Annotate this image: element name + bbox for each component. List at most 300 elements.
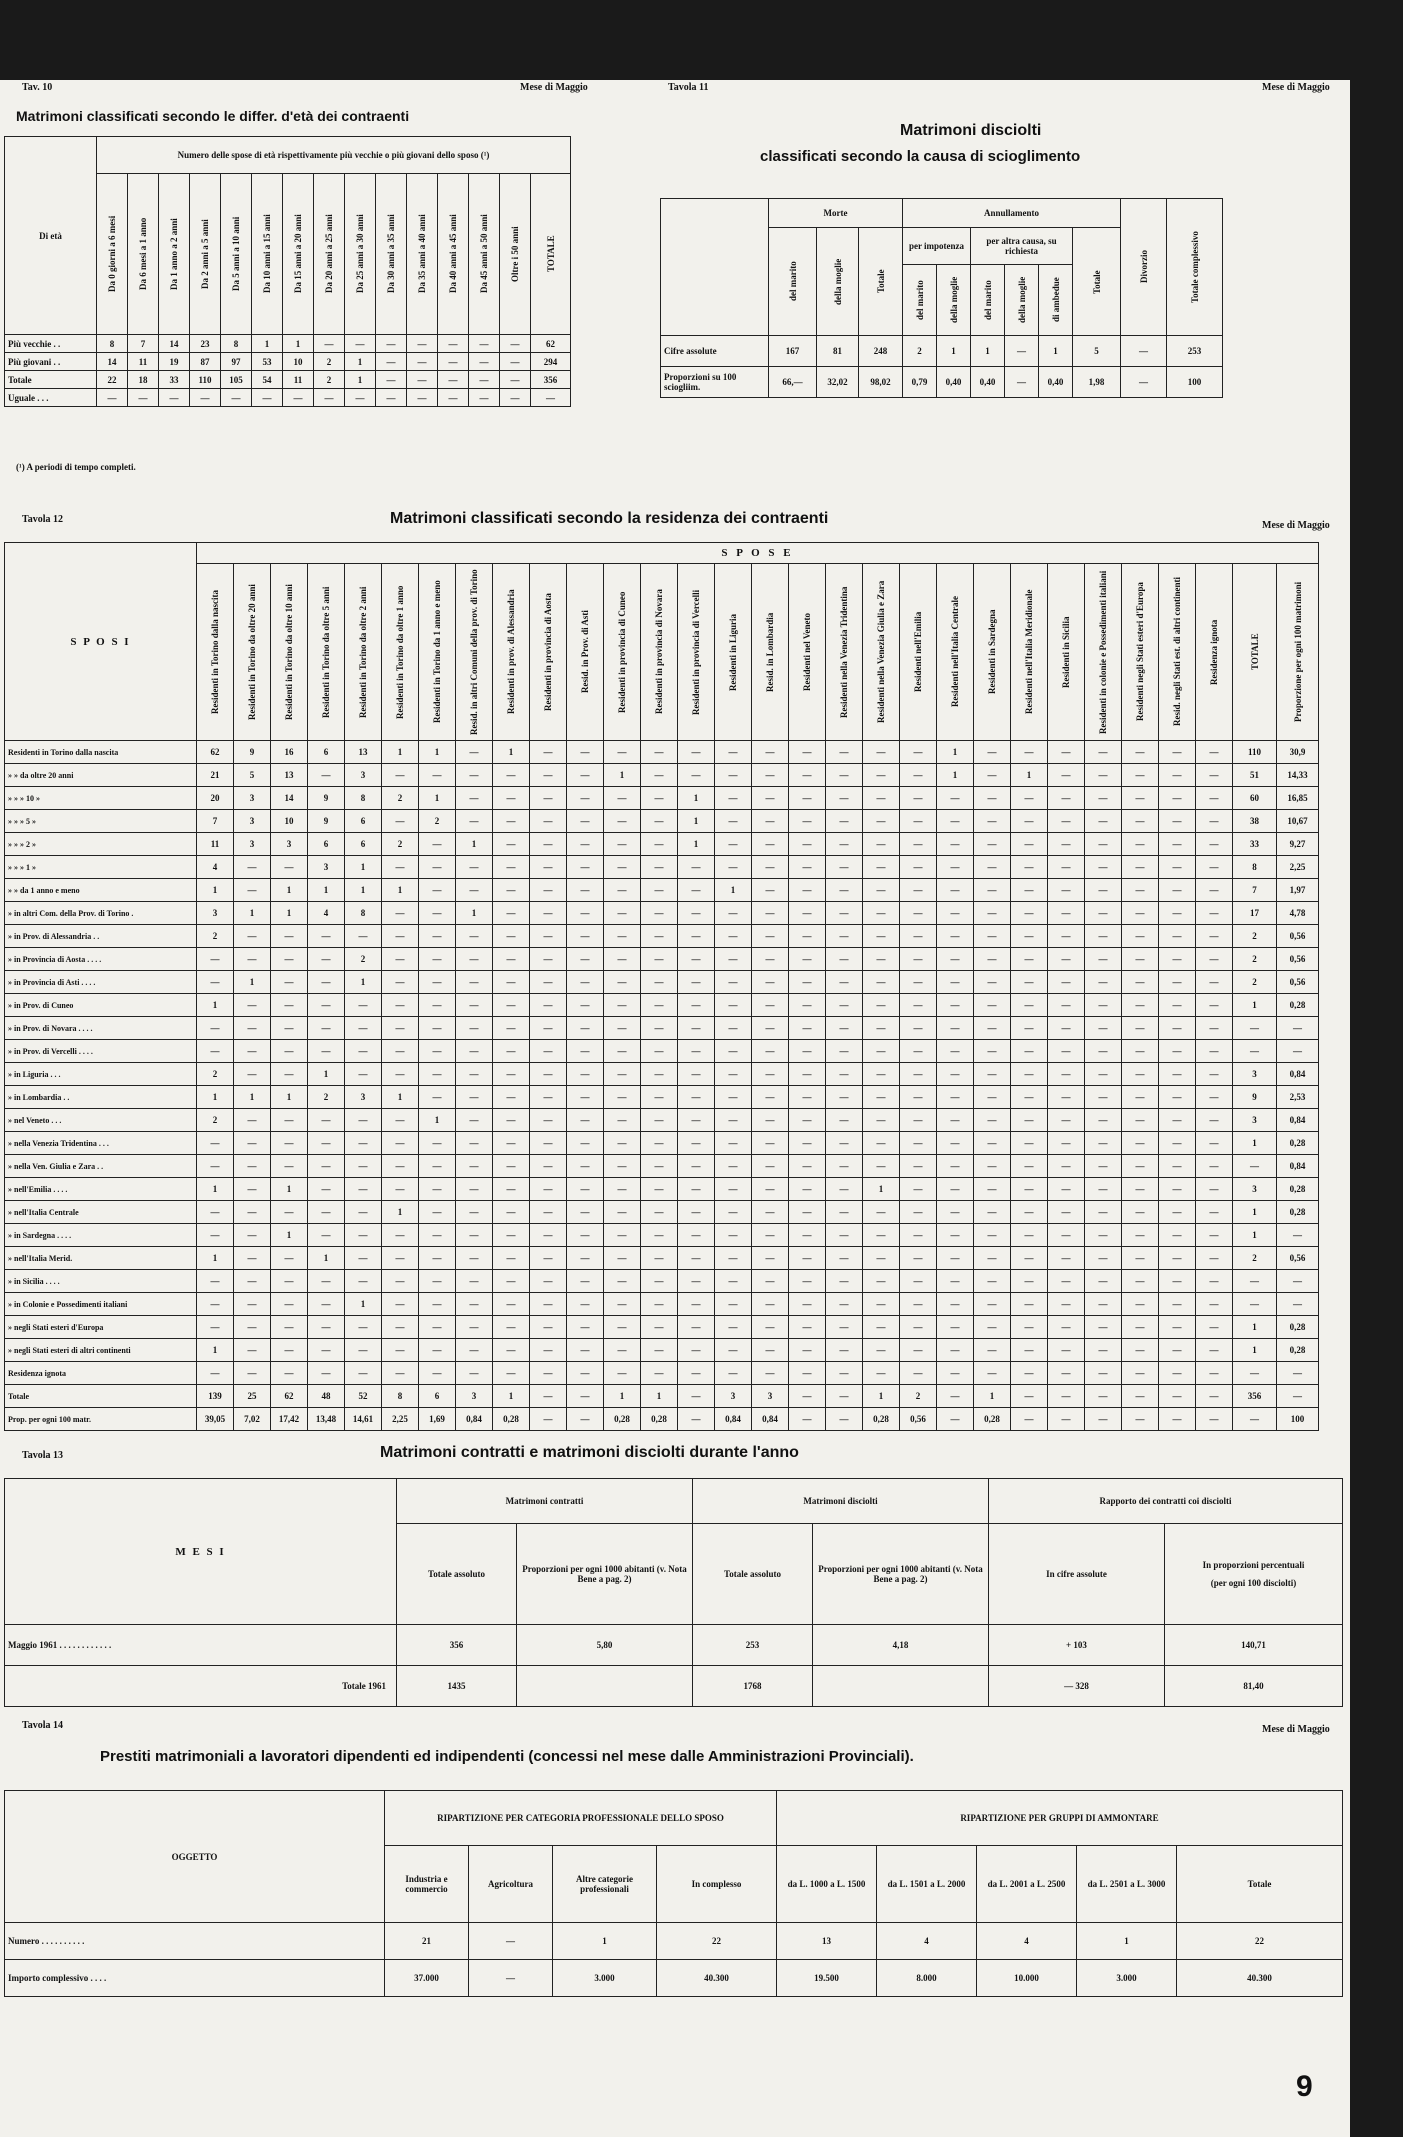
t12-cell: — — [900, 1316, 937, 1339]
t12-col-header-text: Residenti nell'Italia Meridionale — [1024, 589, 1034, 715]
t12-cell: — — [678, 1063, 715, 1086]
t13-disciolti: Matrimoni disciolti — [693, 1479, 989, 1524]
t12-cell: — — [1122, 948, 1159, 971]
t14-cell: 19.500 — [777, 1960, 877, 1997]
t10-cell: — — [500, 335, 531, 353]
t12-cell: — — [1122, 1316, 1159, 1339]
t12-cell: — — [419, 1063, 456, 1086]
t12-cell: — — [1159, 1224, 1196, 1247]
t12-cell: 110 — [1233, 741, 1277, 764]
t12-col-header-text: Residenti in Torino da oltre 20 anni — [247, 584, 257, 720]
t12-cell: — — [1048, 1155, 1085, 1178]
t12-cell: — — [1159, 764, 1196, 787]
t12-cell: 2 — [1233, 971, 1277, 994]
t12-cell: — — [1085, 1270, 1122, 1293]
t11-col-header-text: della moglie — [1016, 276, 1027, 324]
t12-cell: — — [1159, 810, 1196, 833]
t12-cell: — — [1233, 1040, 1277, 1063]
t12-cell: — — [937, 856, 974, 879]
t12-cell: 0,56 — [1277, 948, 1319, 971]
t12-cell: — — [1011, 1063, 1048, 1086]
t12-cell: — — [419, 1362, 456, 1385]
t12-cell: 3 — [234, 810, 271, 833]
t12-row-label: » in Liguria . . . — [5, 1063, 197, 1086]
t12-cell: — — [493, 1247, 530, 1270]
t12-cell: — — [900, 902, 937, 925]
t10-table-wrap — [4, 136, 571, 407]
t14-cell: 1 — [553, 1923, 657, 1960]
t12-cell: — — [1159, 1339, 1196, 1362]
t12-cell: — — [1122, 1385, 1159, 1408]
t12-cell: — — [863, 1293, 900, 1316]
t12-cell: — — [1048, 787, 1085, 810]
t12-cell: — — [1196, 1316, 1233, 1339]
t12-cell: — — [1085, 1362, 1122, 1385]
t12-cell: — — [271, 1339, 308, 1362]
t12-cell: — — [197, 1362, 234, 1385]
t12-cell: — — [530, 1155, 567, 1178]
t12-cell: — — [382, 1247, 419, 1270]
t10-cell: — — [500, 389, 531, 407]
t11-cell: 32,02 — [817, 367, 859, 398]
t14-table-wrap — [4, 1790, 1343, 1997]
t12-cell: — — [345, 994, 382, 1017]
t12-cell: — — [1085, 971, 1122, 994]
t12-cell: — — [715, 764, 752, 787]
t12-row — [5, 810, 1319, 833]
t12-cell: — — [567, 1063, 604, 1086]
t12-row-label: » in Lombardia . . — [5, 1086, 197, 1109]
t12-cell: — — [1011, 879, 1048, 902]
t12-cell: — — [1085, 1293, 1122, 1316]
t12-cell: — — [863, 764, 900, 787]
t12-cell: — — [1048, 971, 1085, 994]
t12-cell: — — [641, 902, 678, 925]
t12-cell: — — [1159, 1040, 1196, 1063]
t12-cell: 2 — [1233, 925, 1277, 948]
t12-cell: — — [234, 1109, 271, 1132]
t12-cell: — — [1196, 1017, 1233, 1040]
t11-cell: — — [1121, 336, 1167, 367]
t12-cell: — — [715, 1224, 752, 1247]
t13-cell: 5,80 — [517, 1625, 693, 1666]
t12-cell: — — [974, 764, 1011, 787]
t12-cell: — — [900, 1040, 937, 1063]
t10-col-header — [221, 174, 252, 335]
t14-col-header: da L. 2501 a L. 3000 — [1077, 1846, 1177, 1923]
t12-cell: — — [382, 810, 419, 833]
t12-cell: 0,28 — [974, 1408, 1011, 1431]
t12-cell: — — [604, 1109, 641, 1132]
t12-cell: — — [345, 1339, 382, 1362]
t12-cell: — — [456, 1224, 493, 1247]
t12-cell: — — [1159, 1385, 1196, 1408]
t12-cell: — — [937, 1040, 974, 1063]
t12-cell: 0,28 — [1277, 994, 1319, 1017]
t12-cell: — — [530, 994, 567, 1017]
t12-cell: — — [678, 948, 715, 971]
t12-row-label: » nell'Emilia . . . . — [5, 1178, 197, 1201]
t12-cell: — — [715, 741, 752, 764]
t12-cell: — — [530, 810, 567, 833]
t12-cell: — — [456, 1247, 493, 1270]
t12-cell: — — [234, 1293, 271, 1316]
t12-cell: — — [863, 948, 900, 971]
t10-col-header — [159, 174, 190, 335]
t12-cell: — — [530, 1270, 567, 1293]
t13-table — [4, 1478, 1343, 1707]
t12-cell: — — [1159, 1247, 1196, 1270]
t12-cell: 4,78 — [1277, 902, 1319, 925]
t12-cell: 1 — [604, 1385, 641, 1408]
t12-cell: — — [308, 971, 345, 994]
t11-col-header-text: di ambedue — [1050, 277, 1061, 323]
t12-cell: — — [382, 1109, 419, 1132]
t12-cell: 10 — [271, 810, 308, 833]
t12-cell: — — [271, 1362, 308, 1385]
t12-col-header — [604, 564, 641, 741]
t12-cell: — — [1011, 925, 1048, 948]
t12-cell: — — [530, 787, 567, 810]
t11-cell: 0,40 — [1039, 367, 1073, 398]
t12-cell: — — [752, 1316, 789, 1339]
t12-row — [5, 833, 1319, 856]
t12-col-header — [974, 564, 1011, 741]
t12-row-label: » » » 10 » — [5, 787, 197, 810]
t12-cell: — — [493, 1316, 530, 1339]
t12-cell: — — [863, 1316, 900, 1339]
t12-cell: — — [678, 1201, 715, 1224]
t13-tot-ass: Totale assoluto — [397, 1524, 517, 1625]
t12-cell: 0,56 — [1277, 925, 1319, 948]
t12-cell: — — [900, 1293, 937, 1316]
t12-cell: — — [530, 1063, 567, 1086]
t12-cell: — — [1011, 1109, 1048, 1132]
t12-cell: — — [900, 787, 937, 810]
t12-cell: — — [1011, 833, 1048, 856]
t12-cell: — — [1159, 1178, 1196, 1201]
t12-cell: — — [382, 1339, 419, 1362]
t12-cell: — — [752, 810, 789, 833]
t12-cell: 3 — [752, 1385, 789, 1408]
t12-cell: — — [1159, 1362, 1196, 1385]
t11-cell: 2 — [903, 336, 937, 367]
t12-cell: — — [863, 925, 900, 948]
t12-cell: — — [419, 856, 456, 879]
t12-cell: — — [382, 1316, 419, 1339]
t12-cell: 3 — [715, 1385, 752, 1408]
t12-cell: — — [1196, 833, 1233, 856]
t13-per-cento: (per ogni 100 disciolti) — [1210, 1578, 1297, 1588]
t12-cell: — — [789, 1339, 826, 1362]
t12-cell: 1 — [715, 879, 752, 902]
t10-col-header-text: Da 6 mesi a 1 anno — [138, 217, 148, 291]
t12-cell: — — [1011, 902, 1048, 925]
t10-cell: 10 — [283, 353, 314, 371]
t12-cell: — — [752, 1270, 789, 1293]
t12-cell: — — [604, 879, 641, 902]
t12-cell: — — [1196, 948, 1233, 971]
t12-cell: — — [493, 1224, 530, 1247]
t12-row — [5, 1316, 1319, 1339]
t10-cell: — — [438, 335, 469, 353]
t12-cell: — — [826, 971, 863, 994]
t12-cell: — — [826, 925, 863, 948]
t12-cell: — — [863, 994, 900, 1017]
t12-cell: — — [604, 1017, 641, 1040]
t12-cell: — — [1159, 1316, 1196, 1339]
t12-cell: — — [308, 1178, 345, 1201]
t11-annull: Annullamento — [903, 199, 1121, 228]
t12-cell: — — [1085, 879, 1122, 902]
t12-cell: — — [863, 741, 900, 764]
t12-cell: — — [789, 879, 826, 902]
t12-cell: — — [530, 902, 567, 925]
t12-cell: — — [715, 1293, 752, 1316]
t13-contratti: Matrimoni contratti — [397, 1479, 693, 1524]
t12-cell: — — [308, 1017, 345, 1040]
t12-cell: — — [974, 1339, 1011, 1362]
t12-cell: — — [863, 879, 900, 902]
t12-cell: — — [1122, 1362, 1159, 1385]
t12-cell: — — [456, 1132, 493, 1155]
t12-col-header-text: Residenti in Torino dalla nascita — [210, 589, 220, 715]
t12-cell: — — [604, 1063, 641, 1086]
t12-cell: — — [493, 971, 530, 994]
t13-cifre: In cifre assolute — [989, 1524, 1165, 1625]
t12-cell: — — [493, 1362, 530, 1385]
t12-cell: — — [752, 833, 789, 856]
t12-cell: — — [456, 1178, 493, 1201]
t13-prop: Proporzioni per ogni 1000 abitanti (v. Nota Bene a pag. 2) — [517, 1524, 693, 1625]
t10-cell: 294 — [531, 353, 571, 371]
t12-cell: — — [678, 1132, 715, 1155]
t12-col-header — [1085, 564, 1122, 741]
t12-cell: — — [641, 1109, 678, 1132]
t12-cell: — — [1122, 1270, 1159, 1293]
t12-cell: — — [826, 1293, 863, 1316]
t10-cell: 1 — [252, 335, 283, 353]
t12-cell: 1 — [271, 1086, 308, 1109]
t12-cell: 8 — [1233, 856, 1277, 879]
t11-morte: Morte — [769, 199, 903, 228]
t12-row — [5, 971, 1319, 994]
t12-row-label: » in Prov. di Novara . . . . — [5, 1017, 197, 1040]
t12-cell: — — [900, 1086, 937, 1109]
t12-cell: — — [678, 741, 715, 764]
t14-col-header: da L. 1000 a L. 1500 — [777, 1846, 877, 1923]
t12-cell: — — [789, 1362, 826, 1385]
t12-cell: — — [493, 1201, 530, 1224]
t12-cell: — — [937, 971, 974, 994]
t11-altra: per altra causa, su richiesta — [971, 228, 1073, 265]
t12-cell: — — [419, 971, 456, 994]
t12-cell: — — [641, 1178, 678, 1201]
t12-col-header-text: Residenti nell'Italia Centrale — [950, 596, 960, 708]
t12-cell: — — [1011, 1385, 1048, 1408]
t12-cell: — — [678, 1086, 715, 1109]
t12-cell: 14 — [271, 787, 308, 810]
t12-cell: — — [641, 1224, 678, 1247]
t12-cell: — — [493, 1132, 530, 1155]
t12-cell: 6 — [308, 741, 345, 764]
t12-cell: — — [826, 764, 863, 787]
t12-cell: — — [493, 1040, 530, 1063]
t12-cell: — — [863, 1040, 900, 1063]
t12-cell: — — [1122, 1086, 1159, 1109]
t12-cell: 2 — [1233, 1247, 1277, 1270]
t10-cell: 23 — [190, 335, 221, 353]
t12-cell: — — [567, 994, 604, 1017]
t12-col-header-text: Residenti nella Venezia Giulia e Zara — [876, 580, 886, 724]
t12-cell: — — [1085, 1017, 1122, 1040]
t10-cell: — — [159, 389, 190, 407]
t12-cell: — — [530, 1316, 567, 1339]
t11-col-header-text: Totale — [1091, 269, 1102, 294]
t12-cell: — — [789, 1316, 826, 1339]
t12-cell: — — [604, 1224, 641, 1247]
t12-cell: — — [456, 994, 493, 1017]
t12-cell: — — [419, 1270, 456, 1293]
t12-col-header-text: Residenti nel Veneto — [802, 613, 812, 692]
t12-cell: — — [271, 1293, 308, 1316]
t14-title: Prestiti matrimoniali a lavoratori dipendenti ed indipendenti (concessi nel mese dalle Amministrazioni Provinciali). — [100, 1748, 914, 1765]
t12-col-header-text: Residenti in provincia di Aosta — [543, 593, 553, 711]
t12-cell: — — [715, 1247, 752, 1270]
t12-cell: — — [567, 1132, 604, 1155]
t10-cell: — — [469, 389, 500, 407]
t12-col-header — [234, 564, 271, 741]
t12-cell: — — [1085, 1155, 1122, 1178]
t12-cell: — — [1011, 1040, 1048, 1063]
t12-cell: — — [1085, 1063, 1122, 1086]
t10-cell: 19 — [159, 353, 190, 371]
t12-cell: — — [419, 1293, 456, 1316]
t12-cell: — — [1159, 1270, 1196, 1293]
t12-cell: — — [1159, 856, 1196, 879]
t12-cell: — — [900, 1270, 937, 1293]
t12-cell: — — [715, 810, 752, 833]
t12-cell: — — [456, 856, 493, 879]
t12-cell: 3 — [456, 1385, 493, 1408]
t12-cell: — — [345, 1017, 382, 1040]
t12-cell: — — [1196, 1086, 1233, 1109]
t12-cell: — — [197, 1040, 234, 1063]
t10-col-header — [407, 174, 438, 335]
t12-cell: — — [604, 1270, 641, 1293]
t12-cell: — — [1085, 1086, 1122, 1109]
t12-cell: — — [900, 856, 937, 879]
t12-cell: — — [974, 741, 1011, 764]
t12-cell: — — [900, 1247, 937, 1270]
t12-cell: 1 — [382, 879, 419, 902]
t12-cell: 33 — [1233, 833, 1277, 856]
t12-cell: — — [900, 810, 937, 833]
t12-cell: — — [900, 741, 937, 764]
t10-cell: — — [500, 371, 531, 389]
t12-cell: — — [641, 833, 678, 856]
t12-cell: — — [567, 833, 604, 856]
t12-cell: — — [345, 1040, 382, 1063]
t12-cell: — — [1233, 1293, 1277, 1316]
t12-row — [5, 925, 1319, 948]
t11-col-header — [903, 265, 937, 336]
t12-cell: — — [715, 925, 752, 948]
t12-cell: — — [641, 856, 678, 879]
t12-col-header-text: Residenti in provincia di Vercelli — [691, 589, 701, 715]
t12-row-label: » in altri Com. della Prov. di Torino . — [5, 902, 197, 925]
t12-cell: 16 — [271, 741, 308, 764]
t12-cell: — — [1196, 971, 1233, 994]
t11-cell: 0,40 — [937, 367, 971, 398]
t14-cell: 13 — [777, 1923, 877, 1960]
t12-row — [5, 1086, 1319, 1109]
t11-col-header — [1005, 265, 1039, 336]
t12-cell: — — [493, 1270, 530, 1293]
t12-cell: — — [234, 1178, 271, 1201]
t12-row — [5, 948, 1319, 971]
t12-cell: — — [1085, 1178, 1122, 1201]
t12-cell: — — [1048, 856, 1085, 879]
t14-row — [5, 1960, 1343, 1997]
t12-cell: — — [678, 1178, 715, 1201]
t12-cell: — — [604, 1132, 641, 1155]
t12-col-header — [456, 564, 493, 741]
t12-cell: 0,28 — [1277, 1178, 1319, 1201]
t12-col-header — [308, 564, 345, 741]
t12-cell: — — [789, 948, 826, 971]
t12-cell: — — [197, 971, 234, 994]
t12-cell: — — [1011, 810, 1048, 833]
t12-row-label: » in Provincia di Aosta . . . . — [5, 948, 197, 971]
t12-cell: — — [715, 948, 752, 971]
t11-col-header-text: Totale — [875, 269, 886, 294]
t12-cell: — — [604, 810, 641, 833]
t12-cell: 3 — [1233, 1109, 1277, 1132]
t12-cell: — — [1233, 1408, 1277, 1431]
t12-cell: — — [1011, 1293, 1048, 1316]
t10-cell: — — [438, 371, 469, 389]
t12-cell: — — [752, 948, 789, 971]
t12-cell: — — [456, 1109, 493, 1132]
t14-cell: 10.000 — [977, 1960, 1077, 1997]
t12-cell: — — [567, 1017, 604, 1040]
t11-cell: 248 — [859, 336, 903, 367]
t12-cell: 0,28 — [641, 1408, 678, 1431]
t10-col-header — [376, 174, 407, 335]
t12-cell: — — [826, 1178, 863, 1201]
t12-cell: — — [604, 833, 641, 856]
t10-cell: — — [314, 389, 345, 407]
t12-cell: 1 — [974, 1385, 1011, 1408]
t12-cell: — — [1048, 1063, 1085, 1086]
t12-cell: — — [1122, 1293, 1159, 1316]
t10-col-header-text: Da 25 anni a 30 anni — [355, 214, 365, 294]
t12-cell: 1 — [234, 971, 271, 994]
t12-cell: 1 — [937, 741, 974, 764]
t12-cell: 25 — [234, 1385, 271, 1408]
t12-cell: — — [1011, 1270, 1048, 1293]
t12-cell: — — [752, 741, 789, 764]
t12-cell: — — [863, 1201, 900, 1224]
t12-cell: 16,85 — [1277, 787, 1319, 810]
t12-cell: 1 — [345, 971, 382, 994]
t12-cell: — — [715, 1109, 752, 1132]
t12-cell: — — [937, 1293, 974, 1316]
t12-col-header — [1048, 564, 1085, 741]
t12-cell: — — [308, 1224, 345, 1247]
t12-cell: — — [308, 1132, 345, 1155]
